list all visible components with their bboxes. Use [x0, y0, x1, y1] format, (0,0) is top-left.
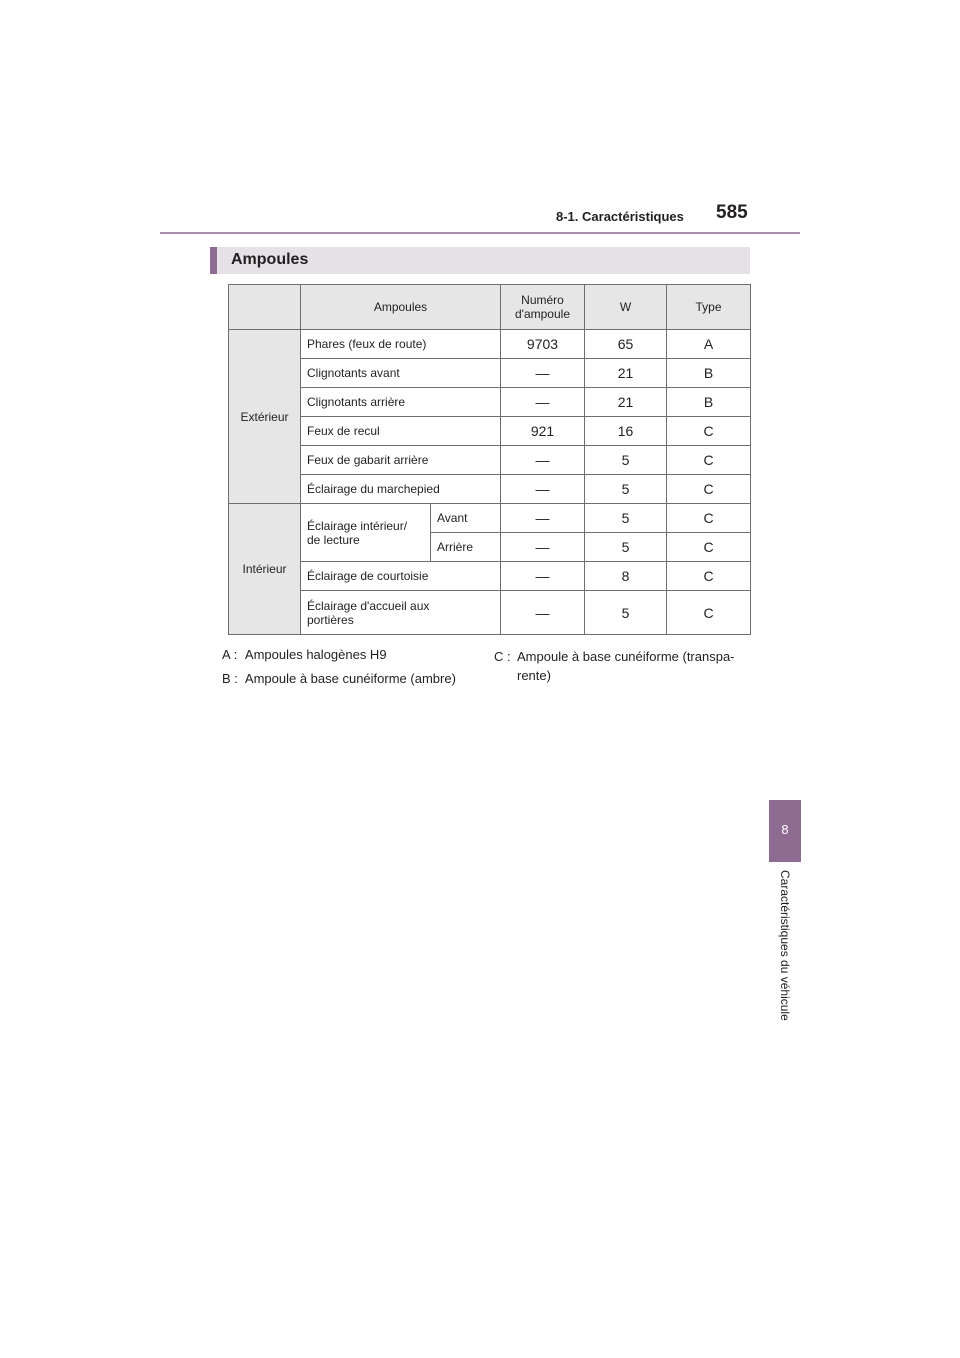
header-bulbs: Ampoules — [301, 285, 501, 330]
bulb-number: — — [501, 359, 585, 388]
bulb-name: Éclairage de courtoisie — [301, 562, 501, 591]
bulb-name-door: Éclairage d'accueil aux portières — [301, 591, 501, 635]
bulb-type: A — [667, 330, 751, 359]
bulb-name-reading: Éclairage intérieur/ de lecture — [301, 504, 431, 562]
bulb-number: — — [501, 446, 585, 475]
bulb-number: — — [501, 591, 585, 635]
bulb-watt: 16 — [585, 417, 667, 446]
table-row — [229, 330, 751, 359]
table-header-row — [229, 285, 751, 330]
group-exterior: Extérieur — [229, 330, 301, 504]
chapter-title: Caractéristiques du véhicule — [778, 870, 792, 1021]
bulb-type: C — [667, 446, 751, 475]
header-watt: W — [585, 285, 667, 330]
bulb-name: Clignotants avant — [301, 359, 501, 388]
legend-b: B : Ampoule à base cunéiforme (ambre) — [222, 671, 456, 686]
legend-c: C : Ampoule à base cunéiforme (transpa-rente) — [494, 649, 735, 683]
header-type: Type — [667, 285, 751, 330]
bulb-number: — — [501, 475, 585, 504]
table-row — [229, 562, 751, 591]
bulb-watt: 5 — [585, 533, 667, 562]
table-row — [229, 591, 751, 635]
bulb-watt: 5 — [585, 591, 667, 635]
bulb-watt: 5 — [585, 446, 667, 475]
bulb-sub-front: Avant — [431, 504, 501, 533]
bulb-name: Feux de recul — [301, 417, 501, 446]
bulb-watt: 5 — [585, 504, 667, 533]
table-row — [229, 504, 751, 533]
header-section-title: 8-1. Caractéristiques — [556, 209, 684, 224]
bulb-name: Éclairage du marchepied — [301, 475, 501, 504]
bulb-number: — — [501, 533, 585, 562]
bulbs-table — [228, 284, 751, 635]
bulb-type: C — [667, 417, 751, 446]
table-row — [229, 388, 751, 417]
bulb-type: C — [667, 591, 751, 635]
bulb-number: 921 — [501, 417, 585, 446]
bulb-type: C — [667, 504, 751, 533]
bulb-number: — — [501, 388, 585, 417]
group-interior: Intérieur — [229, 504, 301, 635]
bulb-name: Feux de gabarit arrière — [301, 446, 501, 475]
bulb-watt: 21 — [585, 359, 667, 388]
bulb-watt: 5 — [585, 475, 667, 504]
header-rule — [160, 232, 800, 234]
bulb-watt: 8 — [585, 562, 667, 591]
header-group — [229, 285, 301, 330]
bulb-watt: 21 — [585, 388, 667, 417]
bulb-name: Phares (feux de route) — [301, 330, 501, 359]
bulb-sub-rear: Arrière — [431, 533, 501, 562]
table-row — [229, 475, 751, 504]
bulb-number: 9703 — [501, 330, 585, 359]
table-row — [229, 446, 751, 475]
bulb-type: B — [667, 388, 751, 417]
header-bulb-number: Numéro d'ampoule — [501, 285, 585, 330]
bulb-watt: 65 — [585, 330, 667, 359]
bulb-type: C — [667, 533, 751, 562]
bulb-type: C — [667, 562, 751, 591]
table-row — [229, 359, 751, 388]
bulb-type: B — [667, 359, 751, 388]
table-row — [229, 417, 751, 446]
bulb-type: C — [667, 475, 751, 504]
bulb-number: — — [501, 562, 585, 591]
bulb-number: — — [501, 504, 585, 533]
section-title-bar — [210, 247, 750, 274]
chapter-tab — [769, 800, 801, 862]
chapter-number: 8 — [781, 822, 789, 837]
bulb-name: Clignotants arrière — [301, 388, 501, 417]
legend-a: A : Ampoules halogènes H9 — [222, 647, 387, 662]
page-number: 585 — [716, 202, 748, 223]
section-title: Ampoules — [231, 251, 309, 268]
